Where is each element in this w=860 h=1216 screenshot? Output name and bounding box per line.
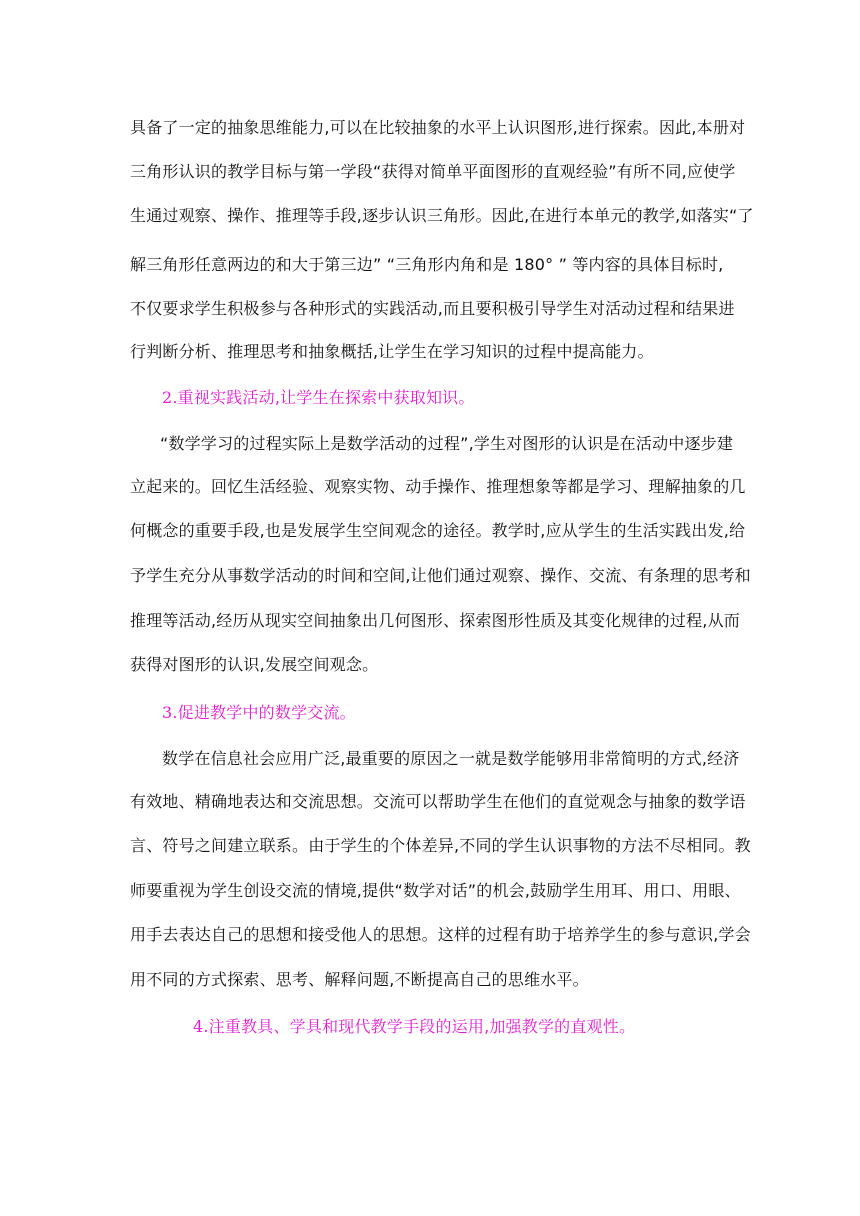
section-heading-3 [162, 703, 356, 723]
paragraph3-line-6: 用不同的方式探索、思考、解释问题,不断提高自己的思维水平。 [130, 970, 589, 989]
paragraph2-line-6: 获得对图形的认识,发展空间观念。 [130, 655, 379, 674]
paragraph3-line-1: 数学在信息社会应用广泛,最重要的原因之一就是数学能够用非常简明的方式,经济 [162, 749, 740, 768]
heading-3-text: 促进教学中的数学交流。 [177, 703, 356, 722]
paragraph2-line-2: 立起来的。回忆生活经验、观察实物、动手操作、推理想象等都是学习、理解抽象的几 [130, 477, 746, 496]
paragraph2-line-4: 予学生充分从事数学活动的时间和空间,让他们通过观察、操作、交流、有条理的思考和 [130, 566, 751, 585]
section-heading-4 [193, 1017, 635, 1037]
paragraph3-line-3: 言、符号之间建立联系。由于学生的个体差异,不同的学生认识事物的方法不尽相同。教 [130, 836, 751, 855]
paragraph2-line-5: 推理等活动,经历从现实空间抽象出几何图形、探索图形性质及其变化规律的过程,从而 [130, 611, 740, 630]
heading-3-number: 3. [162, 703, 178, 722]
paragraph1-line-2: 三角形认识的教学目标与第一学段“获得对简单平面图形的直观经验”有所不同,应使学 [130, 162, 736, 181]
paragraph2-line-1: “数学学习的过程实际上是数学活动的过程”,学生对图形的认识是在活动中逐步建 [160, 434, 734, 453]
paragraph1-line-6: 行判断分析、推理思考和抽象概括,让学生在学习知识的过程中提高能力。 [130, 342, 654, 361]
paragraph3-line-4: 师要重视为学生创设交流的情境,提供“数学对话”的机会,鼓励学生用耳、用口、用眼、 [130, 881, 741, 900]
paragraph1-line-4: 解三角形任意两边的和大于第三边” “三角形内角和是 180° ” 等内容的具体目标时, [130, 255, 724, 274]
heading-4-text: 注重教具、学具和现代教学手段的运用,加强教学的直观性。 [208, 1017, 636, 1036]
heading-2-text: 重视实践活动,让学生在探索中获取知识。 [177, 388, 475, 407]
paragraph2-line-3: 何概念的重要手段,也是发展学生空间观念的途径。教学时,应从学生的生活实践出发,给 [130, 521, 746, 540]
paragraph1-line-5: 不仅要求学生积极参与各种形式的实践活动,而且要积极引导学生对活动过程和结果进 [130, 299, 735, 318]
paragraph3-line-5: 用手去表达自己的思想和接受他人的思想。这样的过程有助于培养学生的参与意识,学会 [130, 925, 751, 944]
heading-4-number: 4. [193, 1017, 209, 1036]
heading-2-number: 2. [162, 388, 178, 407]
paragraph3-line-2: 有效地、精确地表达和交流思想。交流可以帮助学生在他们的直觉观念与抽象的数学语 [130, 792, 746, 811]
paragraph1-line-1: 具备了一定的抽象思维能力,可以在比较抽象的水平上认识图形,进行探索。因此,本册对 [130, 118, 746, 137]
paragraph1-line-3: 生通过观察、操作、推理等手段,逐步认识三角形。因此,在进行本单元的教学,如落实“了 [130, 206, 754, 225]
section-heading-2 [162, 388, 475, 408]
